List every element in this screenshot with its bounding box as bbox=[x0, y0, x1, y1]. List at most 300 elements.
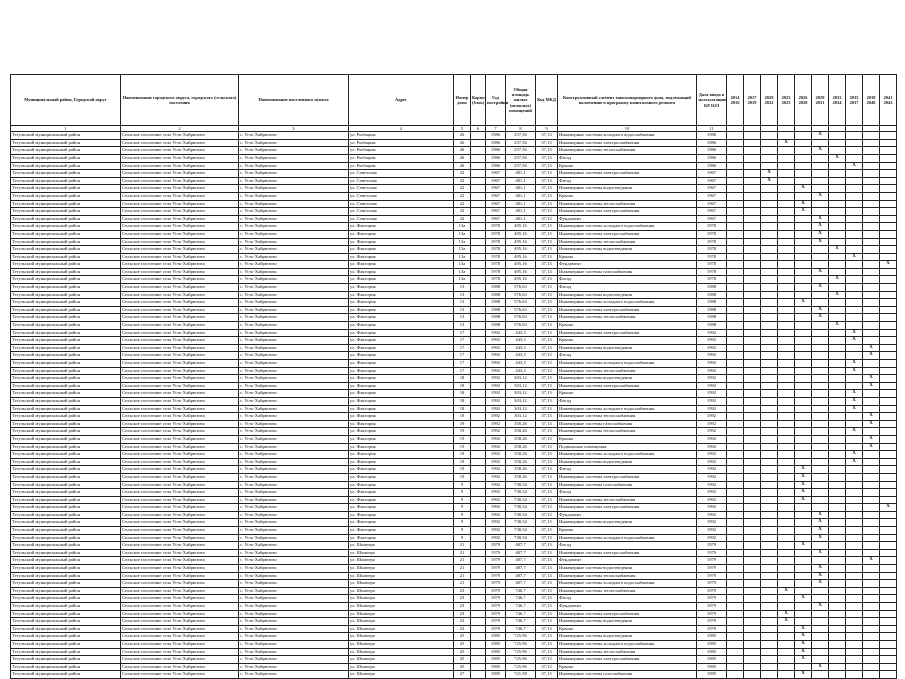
period-mark-cell bbox=[812, 337, 829, 345]
table-row bbox=[11, 473, 897, 481]
table-cell: 738,34 bbox=[506, 519, 536, 527]
period-mark-cell bbox=[829, 200, 846, 208]
period-mark-cell bbox=[727, 397, 744, 405]
table-cell: Сельское поселение село Усть-Хайрюзово bbox=[121, 147, 239, 155]
period-mark-cell bbox=[795, 322, 812, 330]
table-cell: 1992 bbox=[486, 496, 506, 504]
table-cell: 481,1 bbox=[506, 192, 536, 200]
period-mark-cell bbox=[846, 580, 863, 588]
table-cell: 257,56 bbox=[506, 132, 536, 140]
column-header: 2014 2016 bbox=[727, 75, 744, 126]
table-cell: 1979 bbox=[486, 603, 506, 611]
period-mark-cell bbox=[744, 519, 761, 527]
period-mark-cell bbox=[778, 147, 795, 155]
table-cell: Тегульский муниципальный район bbox=[11, 382, 121, 390]
period-mark-cell bbox=[880, 337, 897, 345]
table-cell: Инженерные системы водоотведения bbox=[558, 185, 697, 193]
table-cell: Сельское поселение село Усть-Хайрюзово bbox=[121, 306, 239, 314]
period-mark-cell bbox=[744, 253, 761, 261]
period-mark-cell bbox=[846, 261, 863, 269]
table-cell bbox=[471, 322, 486, 330]
table-row bbox=[11, 215, 897, 223]
period-mark-cell bbox=[795, 268, 812, 276]
table-cell: Тегульский муниципальный район bbox=[11, 625, 121, 633]
period-mark-cell: X bbox=[795, 542, 812, 550]
table-cell: с. Усть-Хайрюзово bbox=[239, 511, 349, 519]
period-mark-cell: X bbox=[795, 648, 812, 656]
table-cell: 13а bbox=[454, 238, 471, 246]
period-mark-cell bbox=[846, 656, 863, 664]
table-cell: 17 bbox=[454, 352, 471, 360]
table-cell: Сельское поселение село Усть-Хайрюзово bbox=[121, 200, 239, 208]
period-mark-cell bbox=[795, 572, 812, 580]
table-cell: Тегульский муниципальный район bbox=[11, 595, 121, 603]
table-cell: ул. Фактория bbox=[349, 291, 454, 299]
table-cell bbox=[471, 215, 486, 223]
period-mark-cell bbox=[727, 549, 744, 557]
period-mark-cell bbox=[846, 519, 863, 527]
capital-repair-program-sheet bbox=[10, 74, 896, 679]
table-row bbox=[11, 147, 897, 155]
table-cell: 1979 bbox=[697, 557, 727, 565]
period-mark-cell bbox=[744, 625, 761, 633]
period-mark-cell bbox=[744, 367, 761, 375]
period-mark-cell bbox=[880, 154, 897, 162]
table-cell: ул. Фактория bbox=[349, 413, 454, 421]
period-mark-cell: X bbox=[863, 352, 880, 360]
table-cell: Инженерные системы теплоснабжения bbox=[558, 367, 697, 375]
table-cell: Фасад bbox=[558, 397, 697, 405]
table-cell: 1986 bbox=[697, 162, 727, 170]
table-cell: Инженерные системы электроснабжения bbox=[558, 306, 697, 314]
table-cell: 358,26 bbox=[506, 428, 536, 436]
table-cell: 1979 bbox=[486, 610, 506, 618]
table-cell: 1992 bbox=[697, 420, 727, 428]
period-mark-cell bbox=[744, 504, 761, 512]
table-cell: 1985 bbox=[486, 656, 506, 664]
table-cell: с. Усть-Хайрюзово bbox=[239, 656, 349, 664]
period-mark-cell bbox=[727, 633, 744, 641]
table-cell: ул. Фактория bbox=[349, 360, 454, 368]
period-mark-cell: X bbox=[812, 572, 829, 580]
table-row bbox=[11, 337, 897, 345]
period-mark-cell bbox=[778, 572, 795, 580]
period-mark-cell bbox=[744, 306, 761, 314]
table-cell: с. Усть-Хайрюзово bbox=[239, 473, 349, 481]
table-cell bbox=[471, 413, 486, 421]
table-cell: 37,13 bbox=[536, 640, 558, 648]
table-cell: с. Усть-Хайрюзово bbox=[239, 147, 349, 155]
period-mark-cell bbox=[829, 397, 846, 405]
table-cell: 721,58 bbox=[506, 671, 536, 679]
period-mark-cell bbox=[778, 154, 795, 162]
period-mark-cell bbox=[727, 595, 744, 603]
period-mark-cell bbox=[846, 633, 863, 641]
table-row bbox=[11, 132, 897, 140]
table-cell: 1992 bbox=[486, 390, 506, 398]
table-cell bbox=[471, 360, 486, 368]
table-cell bbox=[471, 557, 486, 565]
table-cell: 1988 bbox=[486, 322, 506, 330]
table-cell: 17 bbox=[454, 344, 471, 352]
period-mark-cell bbox=[880, 511, 897, 519]
table-cell: 481,1 bbox=[506, 170, 536, 178]
period-mark-cell bbox=[727, 322, 744, 330]
period-mark-cell bbox=[863, 618, 880, 626]
table-cell: Сельское поселение село Усть-Хайрюзово bbox=[121, 329, 239, 337]
period-mark-cell bbox=[829, 663, 846, 671]
table-cell: Сельское поселение село Усть-Хайрюзово bbox=[121, 481, 239, 489]
table-cell: с. Усть-Хайрюзово bbox=[239, 200, 349, 208]
table-cell: Тегульский муниципальный район bbox=[11, 572, 121, 580]
table-cell: 495,16 bbox=[506, 230, 536, 238]
table-cell: 1992 bbox=[697, 413, 727, 421]
table-cell: 37,13 bbox=[536, 595, 558, 603]
period-mark-cell: X bbox=[863, 557, 880, 565]
period-mark-cell bbox=[795, 246, 812, 254]
table-cell: 37,13 bbox=[536, 139, 558, 147]
period-mark-cell bbox=[761, 299, 778, 307]
period-mark-cell bbox=[829, 192, 846, 200]
period-mark-cell bbox=[846, 291, 863, 299]
period-mark-cell bbox=[795, 443, 812, 451]
period-mark-cell bbox=[778, 420, 795, 428]
table-cell: 738,34 bbox=[506, 481, 536, 489]
period-mark-cell bbox=[727, 139, 744, 147]
table-cell: 303,12 bbox=[506, 413, 536, 421]
table-cell: 257,56 bbox=[506, 139, 536, 147]
period-mark-cell bbox=[778, 481, 795, 489]
period-mark-cell bbox=[761, 276, 778, 284]
period-mark-cell: X bbox=[795, 489, 812, 497]
period-mark-cell bbox=[795, 511, 812, 519]
table-cell bbox=[471, 246, 486, 254]
period-mark-cell bbox=[863, 549, 880, 557]
period-mark-cell bbox=[880, 413, 897, 421]
period-mark-cell: X bbox=[863, 413, 880, 421]
table-row bbox=[11, 367, 897, 375]
period-mark-cell bbox=[846, 230, 863, 238]
table-cell: Инженерные системы электроснабжения bbox=[558, 549, 697, 557]
column-header: 2017 2019 bbox=[744, 75, 761, 126]
table-cell: 1992 bbox=[486, 397, 506, 405]
table-cell bbox=[471, 382, 486, 390]
table-cell: 358,26 bbox=[506, 466, 536, 474]
period-mark-cell bbox=[812, 458, 829, 466]
table-cell: 21 bbox=[454, 572, 471, 580]
period-mark-cell bbox=[795, 458, 812, 466]
table-cell: Тегульский муниципальный район bbox=[11, 360, 121, 368]
table-cell: 37,13 bbox=[536, 284, 558, 292]
table-cell: 9 bbox=[454, 496, 471, 504]
table-cell: с. Усть-Хайрюзово bbox=[239, 230, 349, 238]
period-mark-cell bbox=[778, 360, 795, 368]
table-cell: 1986 bbox=[486, 147, 506, 155]
period-mark-cell bbox=[880, 656, 897, 664]
table-cell: 1978 bbox=[486, 238, 506, 246]
period-mark-cell bbox=[795, 253, 812, 261]
period-mark-cell bbox=[812, 420, 829, 428]
period-mark-cell: X bbox=[812, 549, 829, 557]
period-mark-cell bbox=[863, 565, 880, 573]
period-mark-cell bbox=[812, 435, 829, 443]
period-mark-cell bbox=[795, 230, 812, 238]
table-cell: 495,16 bbox=[506, 246, 536, 254]
table-cell: 576,63 bbox=[506, 284, 536, 292]
period-mark-cell bbox=[795, 587, 812, 595]
period-mark-cell: X bbox=[846, 451, 863, 459]
period-mark-cell: X bbox=[812, 314, 829, 322]
table-cell: 487,7 bbox=[506, 565, 536, 573]
table-cell: 13а bbox=[454, 230, 471, 238]
period-mark-cell bbox=[744, 375, 761, 383]
table-row bbox=[11, 420, 897, 428]
period-mark-cell bbox=[880, 268, 897, 276]
period-mark-cell bbox=[761, 451, 778, 459]
table-cell: ул. Шкипера bbox=[349, 640, 454, 648]
period-mark-cell bbox=[829, 375, 846, 383]
table-cell: Тегульский муниципальный район bbox=[11, 580, 121, 588]
column-number: 7 bbox=[486, 126, 506, 132]
period-mark-cell bbox=[778, 519, 795, 527]
column-header: 2032 2034 bbox=[829, 75, 846, 126]
period-mark-cell bbox=[744, 268, 761, 276]
table-cell: ул. Фактория bbox=[349, 489, 454, 497]
table-cell: ул. Фактория bbox=[349, 306, 454, 314]
table-cell: с. Усть-Хайрюзово bbox=[239, 246, 349, 254]
table-cell bbox=[471, 443, 486, 451]
table-cell: 495,16 bbox=[506, 253, 536, 261]
period-mark-cell bbox=[829, 466, 846, 474]
table-cell: 1967 bbox=[697, 200, 727, 208]
period-mark-cell bbox=[829, 170, 846, 178]
period-mark-cell bbox=[744, 276, 761, 284]
period-mark-cell bbox=[829, 625, 846, 633]
period-mark-cell bbox=[761, 595, 778, 603]
table-cell: 9 bbox=[454, 527, 471, 535]
table-cell: с. Усть-Хайрюзово bbox=[239, 618, 349, 626]
table-cell: ул. Фактория bbox=[349, 451, 454, 459]
period-mark-cell bbox=[727, 306, 744, 314]
table-cell: 1992 bbox=[697, 458, 727, 466]
period-mark-cell bbox=[778, 276, 795, 284]
table-cell: 37,13 bbox=[536, 261, 558, 269]
period-mark-cell bbox=[846, 132, 863, 140]
table-cell: ул. Фактория bbox=[349, 284, 454, 292]
period-mark-cell bbox=[829, 595, 846, 603]
period-mark-cell bbox=[727, 352, 744, 360]
table-cell: 13а bbox=[454, 261, 471, 269]
table-cell: Тегульский муниципальный район bbox=[11, 663, 121, 671]
table-cell: с. Усть-Хайрюзово bbox=[239, 215, 349, 223]
period-mark-cell bbox=[812, 443, 829, 451]
period-mark-cell bbox=[880, 284, 897, 292]
table-cell: 481,1 bbox=[506, 208, 536, 216]
period-mark-cell bbox=[795, 397, 812, 405]
table-cell: 17 bbox=[454, 367, 471, 375]
period-mark-cell bbox=[727, 648, 744, 656]
table-cell: Инженерные системы электроснабжения bbox=[558, 610, 697, 618]
period-mark-cell bbox=[880, 610, 897, 618]
period-mark-cell bbox=[744, 633, 761, 641]
table-cell bbox=[471, 633, 486, 641]
table-cell: 1992 bbox=[486, 451, 506, 459]
table-cell: 1979 bbox=[697, 618, 727, 626]
period-mark-cell bbox=[727, 382, 744, 390]
period-mark-cell bbox=[812, 595, 829, 603]
table-cell bbox=[471, 147, 486, 155]
table-cell: ул. Шкипера bbox=[349, 656, 454, 664]
period-mark-cell bbox=[744, 458, 761, 466]
table-cell: 1979 bbox=[486, 549, 506, 557]
table-cell: 443,3 bbox=[506, 352, 536, 360]
period-mark-cell bbox=[744, 603, 761, 611]
table-row bbox=[11, 519, 897, 527]
table-cell: ул. Фактория bbox=[349, 329, 454, 337]
period-mark-cell: X bbox=[812, 527, 829, 535]
period-mark-cell bbox=[727, 284, 744, 292]
period-mark-cell bbox=[880, 405, 897, 413]
table-cell: ул. Фактория bbox=[349, 352, 454, 360]
table-cell bbox=[471, 170, 486, 178]
period-mark-cell: X bbox=[846, 405, 863, 413]
table-cell: Сельское поселение село Усть-Хайрюзово bbox=[121, 489, 239, 497]
table-cell: 18 bbox=[454, 375, 471, 383]
table-cell: 37,13 bbox=[536, 625, 558, 633]
period-mark-cell bbox=[812, 322, 829, 330]
table-cell: ул. Шкипера bbox=[349, 671, 454, 679]
period-mark-cell bbox=[880, 633, 897, 641]
table-cell: 26 bbox=[454, 139, 471, 147]
period-mark-cell bbox=[778, 215, 795, 223]
table-cell bbox=[471, 489, 486, 497]
table-cell: 1992 bbox=[697, 435, 727, 443]
period-mark-cell bbox=[812, 375, 829, 383]
period-mark-cell bbox=[880, 208, 897, 216]
table-cell: Тегульский муниципальный район bbox=[11, 170, 121, 178]
table-cell: 1988 bbox=[486, 314, 506, 322]
table-cell: 746,7 bbox=[506, 625, 536, 633]
table-cell: Тегульский муниципальный район bbox=[11, 435, 121, 443]
period-mark-cell: X bbox=[880, 261, 897, 269]
period-mark-cell bbox=[778, 405, 795, 413]
table-cell: 443,3 bbox=[506, 337, 536, 345]
period-mark-cell bbox=[863, 200, 880, 208]
table-cell: 487,7 bbox=[506, 572, 536, 580]
table-cell: 37,13 bbox=[536, 511, 558, 519]
table-cell: 18 bbox=[454, 405, 471, 413]
table-cell: Инженерные системы электроснабжения bbox=[558, 656, 697, 664]
table-cell: с. Усть-Хайрюзово bbox=[239, 223, 349, 231]
period-mark-cell bbox=[778, 223, 795, 231]
table-cell: 303,12 bbox=[506, 382, 536, 390]
period-mark-cell bbox=[846, 610, 863, 618]
table-cell: 738,34 bbox=[506, 489, 536, 497]
table-cell: Инженерные системы электроснабжения bbox=[558, 329, 697, 337]
period-mark-cell: X bbox=[863, 420, 880, 428]
period-mark-cell bbox=[812, 640, 829, 648]
period-mark-cell bbox=[829, 314, 846, 322]
period-mark-cell bbox=[727, 170, 744, 178]
period-mark-cell bbox=[846, 534, 863, 542]
period-mark-cell bbox=[829, 299, 846, 307]
table-cell bbox=[471, 603, 486, 611]
period-mark-cell bbox=[727, 314, 744, 322]
period-mark-cell: X bbox=[846, 390, 863, 398]
period-mark-cell bbox=[846, 587, 863, 595]
period-mark-cell bbox=[795, 603, 812, 611]
table-cell: 21 bbox=[454, 542, 471, 550]
table-cell: 1979 bbox=[697, 572, 727, 580]
period-mark-cell bbox=[829, 162, 846, 170]
table-row bbox=[11, 595, 897, 603]
period-mark-cell bbox=[744, 314, 761, 322]
period-mark-cell bbox=[761, 200, 778, 208]
period-mark-cell bbox=[778, 504, 795, 512]
period-mark-cell bbox=[761, 261, 778, 269]
table-cell: Сельское поселение село Усть-Хайрюзово bbox=[121, 375, 239, 383]
table-cell: с. Усть-Хайрюзово bbox=[239, 208, 349, 216]
period-mark-cell bbox=[778, 132, 795, 140]
table-cell: Сельское поселение село Усть-Хайрюзово bbox=[121, 420, 239, 428]
table-cell: Сельское поселение село Усть-Хайрюзово bbox=[121, 390, 239, 398]
period-mark-cell bbox=[880, 557, 897, 565]
table-cell: Тегульский муниципальный район bbox=[11, 154, 121, 162]
table-row bbox=[11, 663, 897, 671]
period-mark-cell bbox=[880, 458, 897, 466]
period-mark-cell bbox=[727, 253, 744, 261]
table-cell: Тегульский муниципальный район bbox=[11, 139, 121, 147]
table-cell: Инженерные системы холодного водоснабжения bbox=[558, 640, 697, 648]
period-mark-cell bbox=[880, 640, 897, 648]
period-mark-cell bbox=[863, 329, 880, 337]
table-cell: 1979 bbox=[486, 565, 506, 573]
period-mark-cell bbox=[744, 473, 761, 481]
column-header: 2035 2037 bbox=[846, 75, 863, 126]
column-header: Конструктивный элемент многоквартирного дома, подлежащий включению в программу капитального ремонта bbox=[558, 75, 697, 126]
table-cell: ул. Фактория bbox=[349, 253, 454, 261]
period-mark-cell bbox=[863, 595, 880, 603]
period-mark-cell bbox=[829, 147, 846, 155]
table-cell: с. Усть-Хайрюзово bbox=[239, 185, 349, 193]
table-cell: 1992 bbox=[697, 352, 727, 360]
table-row bbox=[11, 360, 897, 368]
table-cell: ул. Рыбацкая bbox=[349, 139, 454, 147]
table-cell bbox=[471, 230, 486, 238]
period-mark-cell bbox=[744, 496, 761, 504]
period-mark-cell bbox=[778, 253, 795, 261]
period-mark-cell bbox=[880, 200, 897, 208]
column-number: 5 bbox=[454, 126, 471, 132]
period-mark-cell: X bbox=[812, 238, 829, 246]
table-cell: 37,13 bbox=[536, 192, 558, 200]
period-mark-cell bbox=[761, 572, 778, 580]
table-cell: Инженерные системы электроснабжения bbox=[558, 230, 697, 238]
period-mark-cell bbox=[863, 428, 880, 436]
period-mark-cell bbox=[778, 170, 795, 178]
period-mark-cell bbox=[727, 663, 744, 671]
period-mark-cell bbox=[880, 420, 897, 428]
table-row bbox=[11, 481, 897, 489]
period-mark-cell bbox=[795, 291, 812, 299]
period-mark-cell bbox=[812, 261, 829, 269]
table-cell: 725,96 bbox=[506, 663, 536, 671]
table-cell: 725,96 bbox=[506, 640, 536, 648]
table-cell: ул. Рыбацкая bbox=[349, 147, 454, 155]
period-mark-cell bbox=[863, 291, 880, 299]
period-mark-cell bbox=[795, 276, 812, 284]
table-cell: ул. Фактория bbox=[349, 466, 454, 474]
